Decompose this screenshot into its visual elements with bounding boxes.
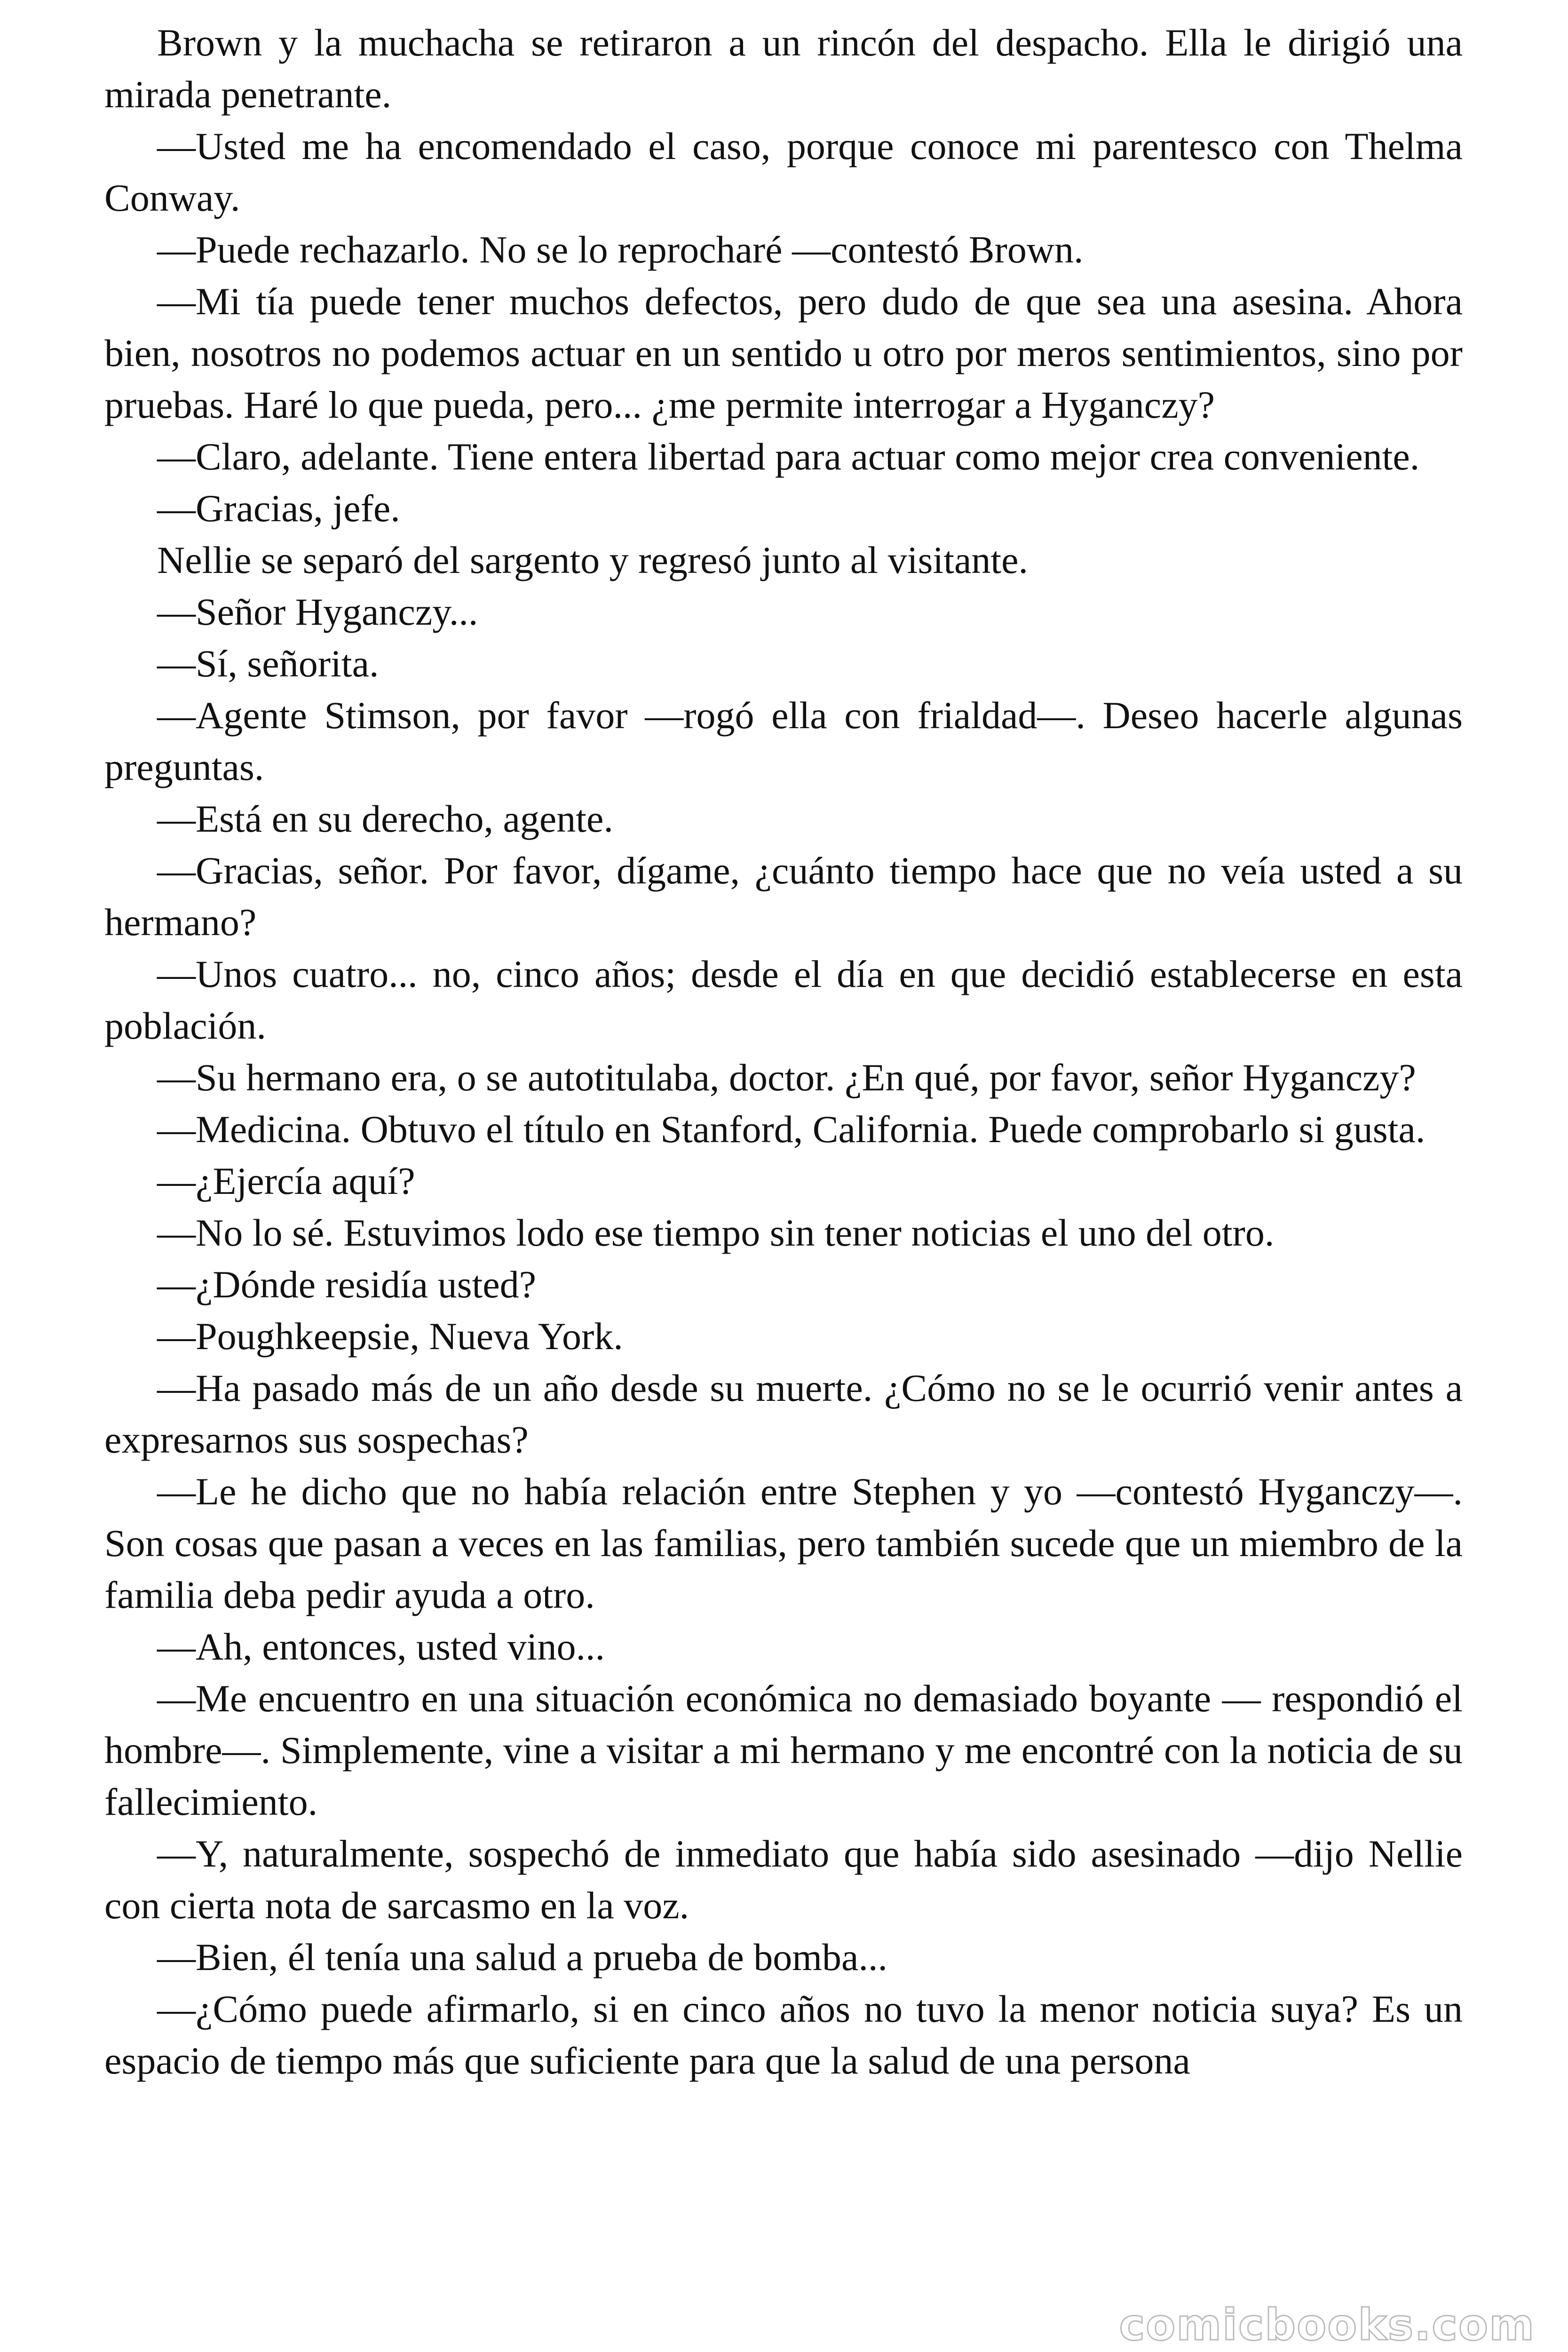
- paragraph: Brown y la muchacha se retiraron a un rincón del despacho. Ella le dirigió una mirada penetrante.: [104, 21, 1463, 116]
- paragraph: —Unos cuatro... no, cinco años; desde el día en que decidió establecerse en esta población.: [104, 953, 1463, 1047]
- paragraph: —Gracias, señor. Por favor, dígame, ¿cuánto tiempo hace que no veía usted a su hermano?: [104, 849, 1463, 944]
- paragraph: —Gracias, jefe.: [157, 487, 400, 530]
- paragraph: —Señor Hyganczy...: [157, 590, 478, 633]
- paragraph: —¿Cómo puede afirmarlo, si en cinco años no tuvo la menor noticia suya? Es un espacio de tiempo más que suficiente para que la salud de una persona: [104, 1987, 1463, 2082]
- paragraph: —Medicina. Obtuvo el título en Stanford, California. Puede comprobarlo si gusta.: [157, 1108, 1425, 1151]
- paragraph: —¿Ejercía aquí?: [157, 1160, 415, 1202]
- watermark: comicbooks.com: [1119, 2300, 1535, 2350]
- paragraph: —Puede rechazarlo. No se lo reprocharé —contestó Brown.: [157, 228, 1084, 271]
- page-text: [104, 17, 1463, 2087]
- paragraph: —Ha pasado más de un año desde su muerte. ¿Cómo no se le ocurrió venir antes a expresarnos sus sospechas?: [104, 1367, 1463, 1461]
- paragraph: —No lo sé. Estuvimos lodo ese tiempo sin tener noticias el uno del otro.: [157, 1211, 1275, 1254]
- paragraph: —Ah, entonces, usted vino...: [157, 1625, 605, 1668]
- paragraph: —Le he dicho que no había relación entre Stephen y yo —contestó Hyganczy—. Son cosas que pasan a veces en las familias, pero también sucede que un miembro de la familia deba pedir ayuda a otro.: [104, 1470, 1463, 1616]
- paragraph: —¿Dónde residía usted?: [157, 1263, 537, 1306]
- paragraph: —Poughkeepsie, Nueva York.: [157, 1315, 623, 1358]
- paragraph: —Mi tía puede tener muchos defectos, pero dudo de que sea una asesina. Ahora bien, nosotros no podemos actuar en un sentido u otro por meros sentimientos, sino por pruebas. Haré lo que pueda, pero... ¿me permite interrogar a Hyganczy?: [104, 280, 1463, 426]
- paragraph: —Y, naturalmente, sospechó de inmediato que había sido asesinado —dijo Nellie con cierta nota de sarcasmo en la voz.: [104, 1832, 1463, 1927]
- paragraph: —Bien, él tenía una salud a prueba de bomba...: [157, 1936, 887, 1979]
- paragraph: —Sí, señorita.: [157, 642, 379, 685]
- paragraph: Nellie se separó del sargento y regresó junto al visitante.: [157, 539, 1029, 581]
- paragraph: —Su hermano era, o se autotitulaba, doctor. ¿En qué, por favor, señor Hyganczy?: [157, 1056, 1416, 1099]
- paragraph: —Claro, adelante. Tiene entera libertad para actuar como mejor crea conveniente.: [157, 435, 1420, 478]
- paragraph: —Está en su derecho, agente.: [157, 797, 613, 840]
- paragraph: —Agente Stimson, por favor —rogó ella con frialdad—. Deseo hacerle algunas preguntas.: [104, 694, 1463, 788]
- paragraph: —Usted me ha encomendado el caso, porque conoce mi parentesco con Thelma Conway.: [104, 125, 1463, 219]
- paragraph: —Me encuentro en una situación económica no demasiado boyante — respondió el hombre—. Simplemente, vine a visitar a mi hermano y me encontré con la noticia de su fallecimiento.: [104, 1677, 1463, 1823]
